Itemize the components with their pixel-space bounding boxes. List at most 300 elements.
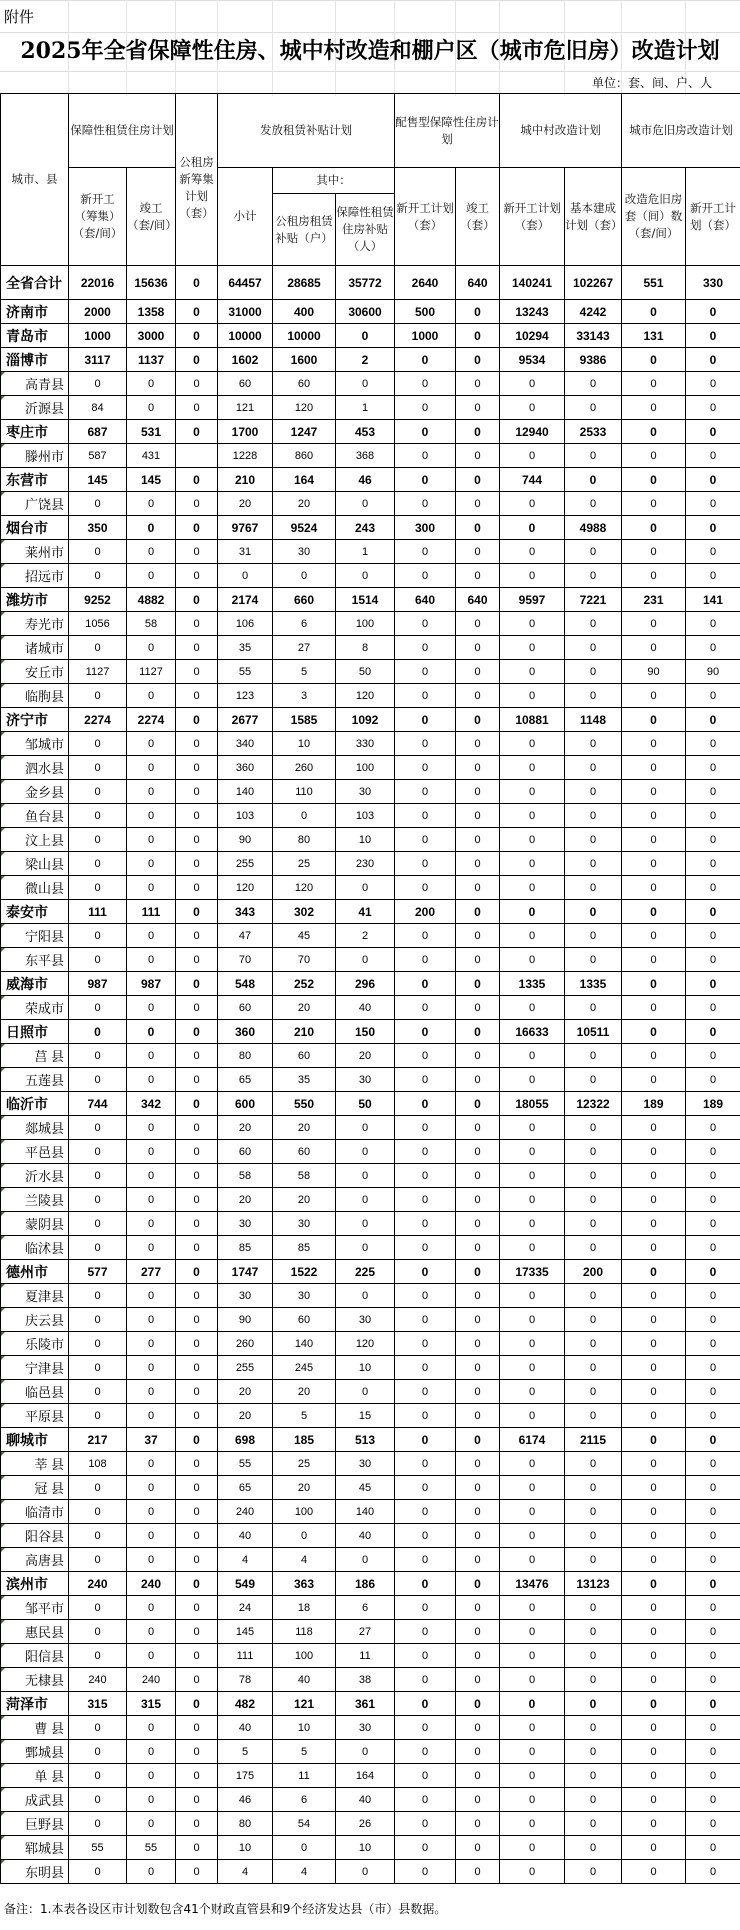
value-cell: 0	[176, 1764, 218, 1788]
value-cell: 0	[336, 492, 395, 516]
value-cell: 1247	[273, 420, 336, 444]
value-cell: 0	[622, 348, 686, 372]
city-row	[1, 324, 740, 348]
value-cell: 0	[176, 1308, 218, 1332]
value-cell: 0	[127, 1236, 176, 1260]
county-row	[1, 1860, 740, 1884]
value-cell: 0	[565, 1284, 622, 1308]
value-cell: 90	[218, 828, 273, 852]
value-cell: 0	[500, 1692, 565, 1716]
region-name: 荣成市	[1, 996, 69, 1020]
value-cell: 0	[686, 1140, 740, 1164]
grid-line	[0, 71, 740, 72]
value-cell: 17335	[500, 1260, 565, 1284]
region-name: 高唐县	[1, 1548, 69, 1572]
county-row	[1, 1764, 740, 1788]
value-cell: 10	[218, 1836, 273, 1860]
value-cell: 0	[456, 1236, 500, 1260]
value-cell: 0	[565, 948, 622, 972]
region-name: 汶上县	[1, 828, 69, 852]
value-cell: 55	[218, 660, 273, 684]
value-cell: 0	[336, 1188, 395, 1212]
value-cell: 189	[686, 1092, 740, 1116]
county-row	[1, 1116, 740, 1140]
value-cell: 0	[176, 1812, 218, 1836]
value-cell: 0	[456, 1428, 500, 1452]
value-cell: 4882	[127, 588, 176, 612]
value-cell: 78	[218, 1668, 273, 1692]
value-cell: 35	[273, 1068, 336, 1092]
value-cell: 0	[686, 804, 740, 828]
value-cell: 0	[686, 1308, 740, 1332]
county-row	[1, 540, 740, 564]
value-cell: 0	[565, 1212, 622, 1236]
value-cell: 0	[622, 852, 686, 876]
value-cell: 0	[500, 396, 565, 420]
value-cell: 500	[395, 300, 456, 324]
value-cell: 245	[273, 1356, 336, 1380]
value-cell: 0	[565, 1116, 622, 1140]
header-dilapidated-renovate: 改造危旧房套（间）数（套/间）	[622, 168, 686, 266]
county-row	[1, 636, 740, 660]
value-cell: 340	[218, 732, 273, 756]
value-cell: 30	[336, 780, 395, 804]
value-cell: 189	[622, 1092, 686, 1116]
value-cell: 0	[500, 1452, 565, 1476]
region-name: 威海市	[1, 972, 69, 996]
county-row	[1, 1332, 740, 1356]
region-name: 梁山县	[1, 852, 69, 876]
region-name: 蒙阴县	[1, 1212, 69, 1236]
value-cell: 0	[686, 636, 740, 660]
county-row	[1, 924, 740, 948]
value-cell: 0	[500, 564, 565, 588]
value-cell: 0	[69, 684, 127, 708]
value-cell: 31000	[218, 300, 273, 324]
region-name: 东平县	[1, 948, 69, 972]
value-cell: 55	[69, 1836, 127, 1860]
value-cell: 0	[395, 1548, 456, 1572]
value-cell: 0	[456, 1308, 500, 1332]
value-cell: 0	[686, 1692, 740, 1716]
value-cell: 0	[500, 516, 565, 540]
value-cell: 164	[336, 1764, 395, 1788]
value-cell: 9534	[500, 348, 565, 372]
value-cell: 0	[686, 972, 740, 996]
value-cell: 0	[622, 540, 686, 564]
value-cell: 0	[622, 516, 686, 540]
value-cell: 0	[69, 1020, 127, 1044]
value-cell: 20	[273, 1188, 336, 1212]
value-cell: 0	[395, 948, 456, 972]
value-cell: 1148	[565, 708, 622, 732]
value-cell: 5	[273, 1404, 336, 1428]
value-cell: 140241	[500, 266, 565, 300]
value-cell: 150	[336, 1020, 395, 1044]
value-cell: 0	[565, 1308, 622, 1332]
header-public-rental-new: 公租房新筹集计划（套）	[176, 94, 218, 266]
value-cell: 0	[686, 300, 740, 324]
value-cell: 0	[176, 468, 218, 492]
value-cell: 0	[565, 1188, 622, 1212]
county-row	[1, 804, 740, 828]
value-cell: 2533	[565, 420, 622, 444]
city-row	[1, 420, 740, 444]
value-cell: 0	[456, 732, 500, 756]
value-cell: 0	[686, 1548, 740, 1572]
value-cell: 0	[395, 828, 456, 852]
value-cell: 0	[69, 1284, 127, 1308]
value-cell: 0	[127, 1356, 176, 1380]
value-cell: 0	[500, 1308, 565, 1332]
value-cell: 0	[622, 492, 686, 516]
city-row	[1, 468, 740, 492]
value-cell: 0	[273, 804, 336, 828]
value-cell: 0	[565, 1332, 622, 1356]
value-cell: 0	[565, 1356, 622, 1380]
city-row	[1, 1692, 740, 1716]
value-cell: 0	[69, 1500, 127, 1524]
value-cell: 90	[622, 660, 686, 684]
value-cell: 0	[69, 1044, 127, 1068]
value-cell: 0	[500, 540, 565, 564]
value-cell: 0	[565, 1716, 622, 1740]
value-cell: 0	[395, 396, 456, 420]
value-cell: 0	[176, 1476, 218, 1500]
value-cell: 0	[69, 1740, 127, 1764]
value-cell: 0	[127, 1116, 176, 1140]
value-cell: 0	[336, 1164, 395, 1188]
region-name: 夏津县	[1, 1284, 69, 1308]
value-cell: 0	[686, 1764, 740, 1788]
value-cell: 0	[686, 444, 740, 468]
value-cell: 0	[686, 612, 740, 636]
value-cell: 0	[565, 1140, 622, 1164]
value-cell: 0	[176, 996, 218, 1020]
value-cell: 0	[456, 660, 500, 684]
value-cell: 85	[273, 1236, 336, 1260]
value-cell: 0	[500, 1068, 565, 1092]
value-cell: 0	[500, 444, 565, 468]
value-cell: 361	[336, 1692, 395, 1716]
value-cell: 0	[500, 1476, 565, 1500]
county-row	[1, 876, 740, 900]
value-cell: 0	[69, 540, 127, 564]
value-cell: 80	[218, 1812, 273, 1836]
value-cell: 1514	[336, 588, 395, 612]
value-cell: 0	[176, 420, 218, 444]
header-city-county: 城市、县	[1, 94, 69, 266]
region-name: 阳谷县	[1, 1524, 69, 1548]
value-cell: 1358	[127, 300, 176, 324]
value-cell: 0	[500, 612, 565, 636]
value-cell: 0	[500, 1212, 565, 1236]
value-cell: 0	[176, 684, 218, 708]
value-cell: 0	[176, 900, 218, 924]
value-cell: 0	[127, 1404, 176, 1428]
value-cell: 240	[127, 1572, 176, 1596]
value-cell: 60	[218, 996, 273, 1020]
value-cell: 0	[456, 1044, 500, 1068]
region-name: 邹平市	[1, 1596, 69, 1620]
value-cell: 0	[686, 1068, 740, 1092]
value-cell: 0	[622, 828, 686, 852]
value-cell: 0	[336, 876, 395, 900]
value-cell: 30	[336, 1068, 395, 1092]
value-cell: 0	[686, 468, 740, 492]
value-cell: 111	[69, 900, 127, 924]
value-cell: 0	[456, 1740, 500, 1764]
value-cell: 0	[500, 828, 565, 852]
value-cell: 0	[176, 1188, 218, 1212]
region-name: 高青县	[1, 372, 69, 396]
value-cell: 0	[127, 516, 176, 540]
value-cell: 0	[500, 1596, 565, 1620]
value-cell: 0	[500, 924, 565, 948]
value-cell: 120	[218, 876, 273, 900]
value-cell: 0	[622, 1476, 686, 1500]
value-cell: 140	[218, 780, 273, 804]
value-cell: 0	[500, 1764, 565, 1788]
value-cell: 0	[686, 1188, 740, 1212]
value-cell: 0	[500, 876, 565, 900]
value-cell: 15	[336, 1404, 395, 1428]
county-row	[1, 780, 740, 804]
value-cell: 0	[686, 1164, 740, 1188]
value-cell: 40	[273, 1668, 336, 1692]
region-name: 日照市	[1, 1020, 69, 1044]
value-cell: 0	[500, 900, 565, 924]
value-cell: 0	[395, 1620, 456, 1644]
value-cell: 0	[395, 1140, 456, 1164]
county-row	[1, 1476, 740, 1500]
value-cell: 0	[686, 1596, 740, 1620]
value-cell: 0	[686, 852, 740, 876]
value-cell: 0	[456, 708, 500, 732]
value-cell: 1000	[69, 324, 127, 348]
value-cell: 0	[69, 1644, 127, 1668]
value-cell: 0	[500, 492, 565, 516]
value-cell: 0	[565, 1380, 622, 1404]
value-cell: 0	[176, 924, 218, 948]
county-row	[1, 1668, 740, 1692]
value-cell: 0	[622, 1524, 686, 1548]
value-cell: 0	[500, 804, 565, 828]
value-cell: 20	[218, 492, 273, 516]
value-cell: 0	[395, 492, 456, 516]
value-cell: 0	[395, 1236, 456, 1260]
value-cell: 0	[69, 756, 127, 780]
county-row	[1, 1212, 740, 1236]
region-name: 兰陵县	[1, 1188, 69, 1212]
value-cell: 0	[500, 732, 565, 756]
value-cell: 121	[218, 396, 273, 420]
value-cell: 100	[273, 1500, 336, 1524]
value-cell: 0	[456, 1260, 500, 1284]
value-cell: 0	[500, 852, 565, 876]
value-cell: 0	[176, 1860, 218, 1884]
value-cell: 10	[273, 1716, 336, 1740]
value-cell: 0	[622, 756, 686, 780]
value-cell: 20	[273, 1476, 336, 1500]
value-cell: 0	[565, 372, 622, 396]
value-cell: 0	[456, 828, 500, 852]
value-cell: 0	[500, 1500, 565, 1524]
county-row	[1, 1284, 740, 1308]
value-cell: 10881	[500, 708, 565, 732]
county-row	[1, 1812, 740, 1836]
county-row	[1, 732, 740, 756]
value-cell: 987	[127, 972, 176, 996]
value-cell: 2274	[127, 708, 176, 732]
value-cell: 10511	[565, 1020, 622, 1044]
unit-label: 单位：套、间、户、人	[591, 76, 712, 90]
value-cell: 64457	[218, 266, 273, 300]
value-cell: 0	[176, 1740, 218, 1764]
value-cell: 60	[273, 1308, 336, 1332]
value-cell: 260	[273, 756, 336, 780]
region-name: 聊城市	[1, 1428, 69, 1452]
value-cell: 0	[686, 1740, 740, 1764]
value-cell: 0	[622, 1716, 686, 1740]
value-cell: 0	[127, 828, 176, 852]
value-cell: 0	[176, 780, 218, 804]
value-cell: 5	[273, 1740, 336, 1764]
value-cell: 0	[565, 1548, 622, 1572]
value-cell: 120	[273, 396, 336, 420]
value-cell: 0	[69, 876, 127, 900]
value-cell: 240	[127, 1668, 176, 1692]
value-cell: 15636	[127, 266, 176, 300]
value-cell: 7221	[565, 588, 622, 612]
value-cell: 45	[273, 924, 336, 948]
value-cell: 0	[127, 684, 176, 708]
county-row	[1, 660, 740, 684]
value-cell: 0	[176, 1332, 218, 1356]
value-cell: 0	[336, 324, 395, 348]
value-cell: 0	[686, 1500, 740, 1524]
value-cell: 531	[127, 420, 176, 444]
value-cell: 0	[456, 468, 500, 492]
value-cell: 0	[565, 1764, 622, 1788]
value-cell: 0	[127, 948, 176, 972]
value-cell: 0	[686, 708, 740, 732]
city-row	[1, 1020, 740, 1044]
value-cell: 0	[176, 1380, 218, 1404]
value-cell: 350	[69, 516, 127, 540]
value-cell: 255	[218, 1356, 273, 1380]
value-cell: 30	[273, 1284, 336, 1308]
value-cell: 30	[336, 1716, 395, 1740]
value-cell: 27	[336, 1620, 395, 1644]
value-cell: 363	[273, 1572, 336, 1596]
county-row	[1, 1452, 740, 1476]
value-cell: 453	[336, 420, 395, 444]
value-cell: 0	[395, 1740, 456, 1764]
value-cell: 0	[176, 1044, 218, 1068]
value-cell: 0	[395, 876, 456, 900]
value-cell: 0	[336, 1140, 395, 1164]
value-cell: 0	[565, 1500, 622, 1524]
value-cell: 0	[127, 1044, 176, 1068]
region-name: 临邑县	[1, 1380, 69, 1404]
value-cell: 0	[456, 300, 500, 324]
value-cell: 0	[69, 804, 127, 828]
value-cell: 698	[218, 1428, 273, 1452]
value-cell: 20	[273, 1380, 336, 1404]
value-cell: 0	[395, 780, 456, 804]
value-cell: 0	[565, 996, 622, 1020]
value-cell: 55	[127, 1836, 176, 1860]
value-cell: 0	[622, 924, 686, 948]
value-cell: 342	[127, 1092, 176, 1116]
value-cell: 30	[218, 1212, 273, 1236]
region-name: 潍坊市	[1, 588, 69, 612]
value-cell: 100	[336, 756, 395, 780]
value-cell: 0	[395, 708, 456, 732]
value-cell: 0	[69, 732, 127, 756]
value-cell: 26	[336, 1812, 395, 1836]
value-cell: 0	[686, 1380, 740, 1404]
value-cell: 0	[500, 1236, 565, 1260]
value-cell: 0	[622, 1116, 686, 1140]
value-cell: 0	[336, 1212, 395, 1236]
value-cell: 0	[176, 612, 218, 636]
region-name: 滨州市	[1, 1572, 69, 1596]
value-cell: 0	[686, 1044, 740, 1068]
value-cell: 0	[69, 1788, 127, 1812]
region-name: 青岛市	[1, 324, 69, 348]
value-cell: 111	[127, 900, 176, 924]
county-row	[1, 684, 740, 708]
region-name: 莱州市	[1, 540, 69, 564]
region-name: 临沭县	[1, 1236, 69, 1260]
page-title: 2025年全省保障性住房、城中村改造和棚户区（城市危旧房）改造计划	[20, 38, 720, 64]
value-cell: 0	[500, 636, 565, 660]
value-cell: 0	[127, 1284, 176, 1308]
value-cell: 0	[456, 1020, 500, 1044]
city-row	[1, 900, 740, 924]
value-cell: 0	[127, 756, 176, 780]
value-cell: 0	[176, 660, 218, 684]
value-cell: 0	[500, 1332, 565, 1356]
value-cell: 0	[500, 1140, 565, 1164]
region-name: 邹城市	[1, 732, 69, 756]
value-cell: 0	[565, 444, 622, 468]
value-cell: 0	[176, 1116, 218, 1140]
county-row	[1, 1620, 740, 1644]
grid-line	[0, 0, 740, 1]
region-name: 东营市	[1, 468, 69, 492]
value-cell: 30	[218, 1284, 273, 1308]
value-cell: 0	[395, 684, 456, 708]
value-cell: 33143	[565, 324, 622, 348]
value-cell: 0	[622, 1140, 686, 1164]
city-row	[1, 1260, 740, 1284]
value-cell: 0	[456, 1404, 500, 1428]
value-cell: 0	[69, 1620, 127, 1644]
value-cell: 60	[273, 1140, 336, 1164]
value-cell: 0	[176, 1788, 218, 1812]
value-cell: 343	[218, 900, 273, 924]
value-cell: 0	[622, 1452, 686, 1476]
value-cell: 0	[456, 396, 500, 420]
region-name: 诸城市	[1, 636, 69, 660]
value-cell: 2640	[395, 266, 456, 300]
county-row	[1, 1716, 740, 1740]
region-name: 鱼台县	[1, 804, 69, 828]
header-group-sale-housing: 配售型保障性住房计划	[395, 94, 500, 168]
